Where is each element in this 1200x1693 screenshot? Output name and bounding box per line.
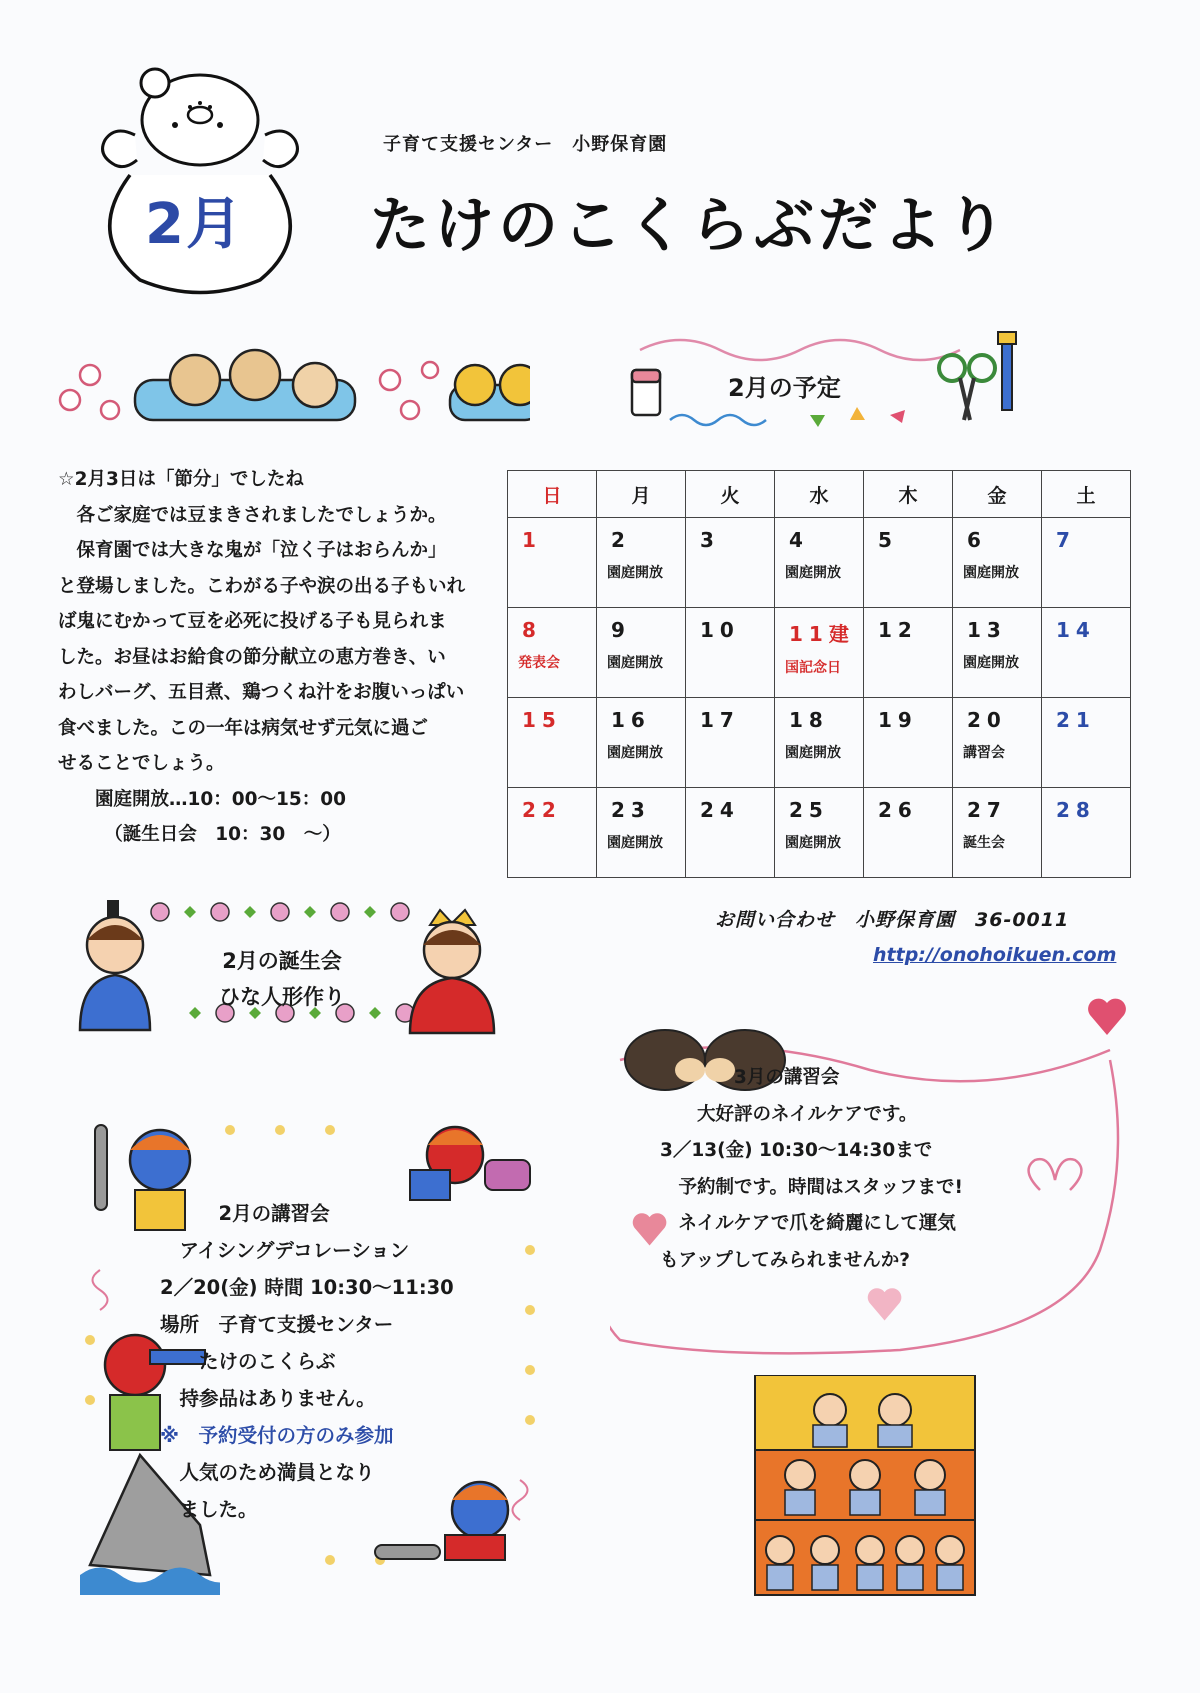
calendar-header-row xyxy=(508,471,1131,518)
intro-text xyxy=(58,462,498,853)
day-note: 園庭開放 xyxy=(785,835,841,851)
lecture-line: 大好評のネイルケアです。 xyxy=(660,1103,918,1125)
day-number: 10 xyxy=(700,618,740,642)
calendar-day xyxy=(864,518,953,608)
day-number: 22 xyxy=(522,798,562,822)
calendar-day xyxy=(775,608,864,698)
intro-line: わしバーグ、五目煮、鶏つくね汁をお腹いっぱい xyxy=(58,682,465,703)
intro-line: 園庭開放…10：00〜15：00 xyxy=(58,788,346,810)
day-note: 園庭開放 xyxy=(607,655,663,671)
weekday-sat: 土 xyxy=(1042,471,1131,518)
website-link[interactable]: http://onohoikuen.com xyxy=(873,944,1117,966)
day-number: 19 xyxy=(878,708,918,732)
schedule-title: 2月の予定 xyxy=(728,374,841,402)
calendar-day xyxy=(508,518,597,608)
calendar-day xyxy=(953,698,1042,788)
day-note: 国記念日 xyxy=(785,660,841,676)
calendar-day xyxy=(686,608,775,698)
calendar-day xyxy=(686,698,775,788)
hina-doll-icon xyxy=(405,905,500,1035)
day-number: 20 xyxy=(967,708,1007,732)
intro-line: 食べました。この一年は病気せず元気に過ご xyxy=(58,717,429,739)
day-note: 講習会 xyxy=(963,745,1005,761)
organization-name: 子育て支援センター 小野保育園 xyxy=(383,134,668,155)
calendar-day xyxy=(508,788,597,878)
day-note: 園庭開放 xyxy=(963,655,1019,671)
lecture-line: 3月の講習会 xyxy=(660,1067,840,1088)
contact-info: お問い合わせ 小野保育園 36-0011 xyxy=(715,909,1070,931)
calendar-day xyxy=(864,698,953,788)
calendar-week xyxy=(508,518,1131,608)
scissors-icon xyxy=(930,330,1025,425)
calendar-day xyxy=(775,698,864,788)
lecture-line: もアップしてみられませんか? xyxy=(660,1249,910,1271)
calendar-day xyxy=(775,788,864,878)
calendar-day xyxy=(953,518,1042,608)
day-number: 14 xyxy=(1056,618,1096,642)
lecture-line: 場所 子育て支援センター xyxy=(160,1313,394,1336)
day-note: 園庭開放 xyxy=(607,835,663,851)
day-number: 25 xyxy=(789,798,829,822)
day-number: 28 xyxy=(1056,798,1096,822)
heart-icon xyxy=(1085,995,1130,1040)
calendar-table xyxy=(507,470,1131,878)
calendar-week xyxy=(508,608,1131,698)
oni-icon xyxy=(400,1115,540,1205)
day-number: 23 xyxy=(611,798,651,822)
calendar-day xyxy=(597,518,686,608)
intro-line: 保育園では大きな鬼が「泣く子はおらんか」 xyxy=(58,540,447,561)
feb-lecture xyxy=(160,1195,530,1528)
calendar-day xyxy=(1042,698,1131,788)
calendar-day xyxy=(1042,788,1131,878)
birthday-title: 2月の誕生会 xyxy=(222,949,342,973)
weekday-mon: 月 xyxy=(597,471,686,518)
birthday-activity: ひな人形作り xyxy=(219,985,345,1009)
day-number: 17 xyxy=(700,708,740,732)
day-number: 7 xyxy=(1056,528,1076,552)
day-number: 13 xyxy=(967,618,1007,642)
day-number: 2 xyxy=(611,528,631,552)
lecture-line: 人気のため満員となり xyxy=(160,1461,375,1484)
day-note: 園庭開放 xyxy=(785,745,841,761)
day-number: 27 xyxy=(967,798,1007,822)
day-note: 誕生会 xyxy=(963,835,1005,851)
heart-icon xyxy=(865,1285,905,1325)
lecture-line: 持参品はありません。 xyxy=(160,1387,376,1410)
page-title: たけのこくらぶだより xyxy=(370,191,1010,261)
calendar-day xyxy=(1042,608,1131,698)
day-number: 9 xyxy=(611,618,631,642)
calendar-day xyxy=(508,698,597,788)
day-note: 園庭開放 xyxy=(963,565,1019,581)
intro-line: ば鬼にむかって豆を必死に投げる子も見られま xyxy=(58,611,447,632)
oni-mask-icon xyxy=(50,340,530,435)
lecture-line: ました。 xyxy=(160,1498,258,1521)
day-number: 21 xyxy=(1056,708,1096,732)
day-number: 8 xyxy=(522,618,542,642)
day-note: 園庭開放 xyxy=(785,565,841,581)
calendar-day xyxy=(597,608,686,698)
day-number: 1 xyxy=(522,528,542,552)
calendar-day xyxy=(1042,518,1131,608)
reservation-note: ※ 予約受付の方のみ参加 xyxy=(160,1424,394,1447)
lecture-line: 2月の講習会 xyxy=(160,1202,330,1225)
lecture-line: 2／20(金) 時間 10:30〜11:30 xyxy=(160,1276,454,1299)
hina-doll-icon xyxy=(745,1375,985,1605)
lecture-line: 予約制です。時間はスタッフまで! xyxy=(660,1176,963,1198)
birthday-section xyxy=(192,943,372,1015)
weekday-wed: 水 xyxy=(775,471,864,518)
intro-line: （誕生日会 10：30 〜） xyxy=(58,824,341,845)
lecture-line: たけのこくらぶ xyxy=(160,1350,336,1373)
weekday-fri: 金 xyxy=(953,471,1042,518)
calendar-day xyxy=(686,518,775,608)
day-number: 4 xyxy=(789,528,809,552)
day-number: 24 xyxy=(700,798,740,822)
calendar-day xyxy=(686,788,775,878)
intro-line: と登場しました。こわがる子や涙の出る子もいれ xyxy=(58,575,466,597)
day-number: 15 xyxy=(522,708,562,732)
intro-line: 各ご家庭では豆まきされましたでしょうか。 xyxy=(58,504,447,526)
day-number: 12 xyxy=(878,618,918,642)
calendar-day xyxy=(597,788,686,878)
calendar-day xyxy=(864,608,953,698)
day-number: 18 xyxy=(789,708,829,732)
calendar-week xyxy=(508,698,1131,788)
weekday-tue: 火 xyxy=(686,471,775,518)
calendar-day xyxy=(775,518,864,608)
intro-line: した。お昼はお給食の節分献立の恵方巻き、い xyxy=(58,646,446,668)
calendar-week xyxy=(508,788,1131,878)
calendar-day xyxy=(864,788,953,878)
lecture-line: ネイルケアで爪を綺麗にして運気 xyxy=(660,1213,956,1234)
day-number: 5 xyxy=(878,528,898,552)
calendar-day xyxy=(597,698,686,788)
lecture-line: 3／13(金) 10:30〜14:30まで xyxy=(660,1140,933,1161)
day-number: 26 xyxy=(878,798,918,822)
month-badge: 2月 xyxy=(145,192,244,257)
day-note: 園庭開放 xyxy=(607,565,663,581)
calendar-day xyxy=(953,788,1042,878)
lecture-line: アイシングデコレーション xyxy=(160,1239,410,1262)
weekday-sun: 日 xyxy=(508,471,597,518)
day-number: 6 xyxy=(967,528,987,552)
day-note: 発表会 xyxy=(518,655,560,671)
hina-doll-icon xyxy=(75,900,160,1035)
day-number: 11建 xyxy=(789,622,855,646)
day-note: 園庭開放 xyxy=(607,745,663,761)
day-number: 16 xyxy=(611,708,651,732)
day-number: 3 xyxy=(700,528,720,552)
calendar-day xyxy=(953,608,1042,698)
calendar-day xyxy=(508,608,597,698)
intro-line: ☆2月3日は「節分」でしたね xyxy=(58,469,304,490)
weekday-thu: 木 xyxy=(864,471,953,518)
mar-lecture xyxy=(660,1060,1080,1279)
intro-line: せることでしょう。 xyxy=(58,753,225,774)
